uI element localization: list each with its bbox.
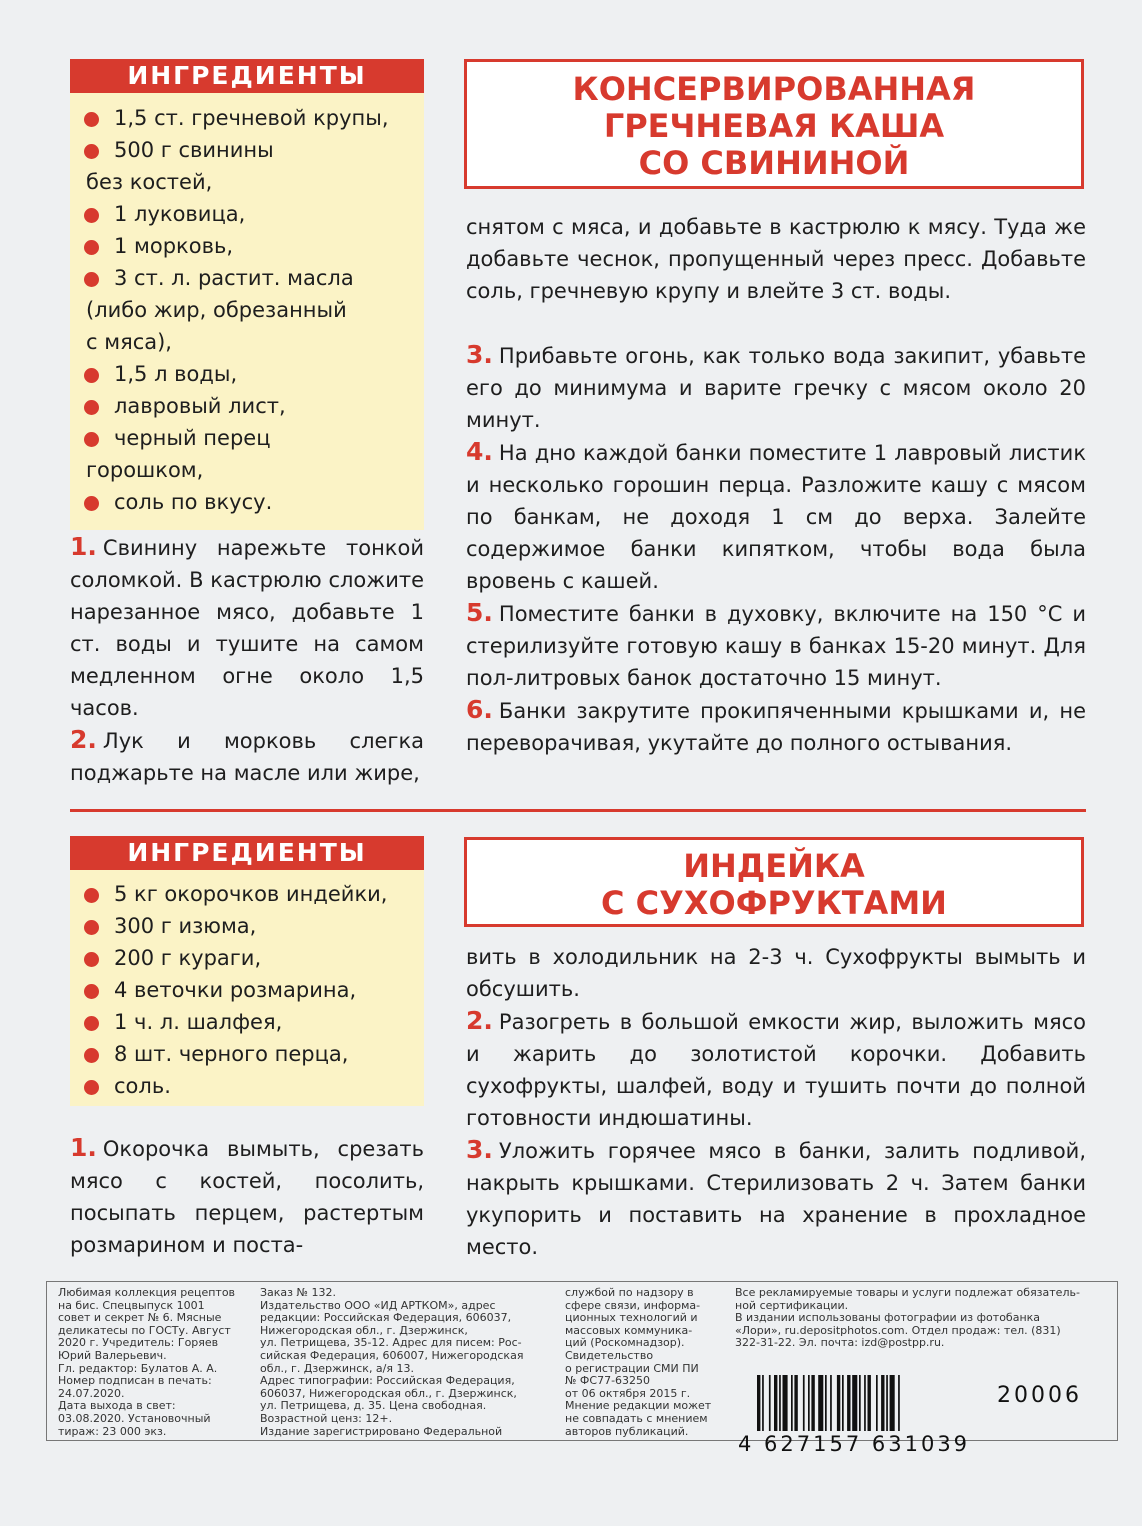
step-text: Разогреть в большой емкости жир, выложить мясо и жарить до золотистой корочки. Добавить сухофрукты, шалфей, воду и тушить почти до полной готовности индюшатины. [466, 1010, 1086, 1130]
imprint-line: ной сертификации. [735, 1298, 849, 1312]
step-text: Прибавьте огонь, как только вода закипит, убавьте его до минимума и варите гречку с мясом около 20 минут. [466, 344, 1086, 432]
ingredient-item: соль. [80, 1070, 420, 1102]
imprint-line: авторов публикаций. [565, 1424, 689, 1438]
ingredient-item: 5 кг окорочков индейки, [80, 878, 420, 910]
ingredient-item: 200 г кураги, [80, 942, 420, 974]
steps-left-2 [70, 1132, 424, 1261]
ingredient-item: 1 луковица, [80, 198, 420, 230]
step-text: Окорочка вымыть, срезать мясо с костей, посолить, посыпать перцем, растертым розмарином и поста- [70, 1137, 424, 1257]
recipe-step [70, 531, 424, 724]
ingredient-item: лавровый лист, [80, 390, 420, 422]
ingredient-item: 500 г свинины [80, 134, 420, 166]
barcode-bar [847, 1375, 850, 1431]
barcode-bar [898, 1375, 900, 1431]
barcode-bar [808, 1375, 810, 1431]
title-line: СО СВИНИНОЙ [638, 144, 910, 182]
barcode-bar [881, 1375, 884, 1431]
imprint-line: сфере связи, информа- [565, 1298, 701, 1312]
barcode-bar [779, 1375, 781, 1431]
ingredient-item: без костей, [86, 170, 213, 194]
step-number: 6. [466, 695, 493, 724]
ingredients-header-2: ИНГРЕДИЕНТЫ [70, 836, 424, 870]
recipe-step [466, 1005, 1086, 1134]
barcode-bar [762, 1375, 764, 1431]
barcode-bar [876, 1375, 878, 1431]
barcode-bar [837, 1375, 840, 1431]
imprint-line: массовых коммуника- [565, 1323, 693, 1337]
recipe-step [70, 1132, 424, 1261]
barcode-bar [757, 1375, 760, 1431]
title-line: ИНДЕЙКА [683, 847, 865, 885]
imprint-line: Юрий Валерьевич. [58, 1348, 167, 1362]
imprint-line: ул. Петрищева, 35-12. Адрес для писем: Рос- [260, 1336, 522, 1350]
imprint-line: Номер подписан в печать: [58, 1374, 212, 1388]
barcode-bar [791, 1375, 793, 1431]
imprint-line: 24.07.2020. [58, 1386, 125, 1400]
step-text: Свинину нарежьте тонкой соломкой. В кастрюлю сложите нарезанное мясо, добавьте 1 ст. воды и тушите на самом медленном огне около 1,5 часов. [70, 536, 424, 720]
recipe-title-2 [464, 837, 1084, 927]
imprint-line: Возрастной ценз: 12+. [260, 1411, 393, 1425]
imprint-line: Свидетельство [565, 1348, 654, 1362]
imprint-line: Адрес типографии: Российская Федерация, [260, 1374, 515, 1388]
step-number: 3. [466, 340, 493, 369]
step-text: Поместите банки в духовку, включите на 150 °С и стерилизуйте готовую кашу в банках 15-20 минут. Для пол-литровых банок достаточно 15 минут. [466, 602, 1086, 690]
step-text: Лук и морковь слегка поджарьте на масле или жире, [70, 729, 424, 785]
ingredient-item: 1 морковь, [80, 230, 420, 262]
barcode-bar [852, 1375, 857, 1431]
steps-right-1 [466, 339, 1086, 759]
barcode-bar [868, 1375, 871, 1431]
recipe-step [466, 1134, 1086, 1263]
imprint-line: Гл. редактор: Булатов А. А. [58, 1361, 218, 1375]
ingredient-item: с мяса), [86, 330, 172, 354]
imprint-line: ционных технологий и [565, 1311, 698, 1325]
imprint-column-4 [735, 1287, 1110, 1350]
continuation-text-2: вить в холодильник на 2-3 ч. Сухофрукты вымыть и обсушить. [466, 945, 1086, 1001]
ingredient-item: 4 веточки розмарина, [80, 974, 420, 1006]
barcode-bar [890, 1375, 895, 1431]
imprint-line: на бис. Спецвыпуск 1001 [58, 1298, 205, 1312]
imprint-line: сийская Федерация, 606007, Нижегородская [260, 1348, 524, 1362]
barcode-bar [811, 1375, 814, 1431]
imprint-line: ций (Роскомнадзор). [565, 1336, 685, 1350]
step-number: 3. [466, 1135, 493, 1164]
title-line: КОНСЕРВИРОВАННАЯ [572, 70, 976, 108]
imprint-line: не совпадать с мнением [565, 1411, 708, 1425]
imprint-line: о регистрации СМИ ПИ [565, 1361, 699, 1375]
imprint-line: Заказ № 132. [260, 1286, 336, 1299]
ingredient-item: 8 шт. черного перца, [80, 1038, 420, 1070]
imprint-line: тираж: 23 000 экз. [58, 1424, 167, 1438]
ingredient-item: 1 ч. л. шалфея, [80, 1006, 420, 1038]
barcode-bar [818, 1375, 823, 1431]
imprint-line: Дата выхода в свет: [58, 1399, 176, 1413]
imprint-line: редакции: Российская Федерация, 606037, [260, 1311, 512, 1325]
imprint-line: Издательство ООО «ИД АРТКОМ», адрес [260, 1298, 496, 1312]
recipe-step [70, 724, 424, 789]
ingredient-item: соль по вкусу. [80, 486, 420, 518]
step-text: Уложить горячее мясо в банки, залить подливой, накрыть крышками. Стерилизовать 2 ч. Затем банки укупорить и поставить на хранение в прохладное место. [466, 1139, 1086, 1259]
imprint-line: 322-31-22. Эл. почта: izd@postpp.ru. [735, 1336, 945, 1350]
imprint-line: «Лори», ru.depositphotos.com. Отдел продаж: тел. (831) [735, 1323, 1061, 1337]
ingredient-item: 300 г изюма, [80, 910, 420, 942]
recipe-title-1 [464, 59, 1084, 189]
imprint-line: обл., г. Дзержинск, а/я 13. [260, 1361, 414, 1375]
step-number: 5. [466, 598, 493, 627]
barcode-number: 4 627157 631039 [738, 1432, 971, 1456]
barcode-bar [886, 1375, 888, 1431]
step-number: 4. [466, 437, 493, 466]
ingredient-item: 1,5 л воды, [80, 358, 420, 390]
imprint-line: В издании использованы фотографии из фотобанка [735, 1311, 1041, 1325]
step-text: На дно каждой банки поместите 1 лавровый листик и несколько горошин перца. Разложите кашу с мясом по банкам, не доходя 1 см до верха. Залейте содержимое банки кипятком, чтобы вода была вровень с кашей. [466, 441, 1086, 593]
barcode-image [757, 1375, 977, 1431]
barcode-bar [859, 1375, 861, 1431]
ingredients-list-1 [80, 102, 420, 518]
ingredient-item: черный перец [80, 422, 420, 454]
imprint-line: ул. Петрищева, д. 35. Цена свободная. [260, 1399, 487, 1413]
ingredient-item: горошком, [86, 458, 204, 482]
recipe-step [466, 597, 1086, 694]
barcode-bar [830, 1375, 832, 1431]
imprint-line: 2020 г. Учредитель: Горяев [58, 1336, 219, 1350]
imprint-line: Издание зарегистрировано Федеральной [260, 1424, 503, 1438]
imprint-line: службой по надзору в [565, 1286, 694, 1299]
barcode-bar [769, 1375, 771, 1431]
imprint-line: от 06 октября 2015 г. [565, 1386, 691, 1400]
ingredient-item: (либо жир, обрезанный [86, 298, 347, 322]
section-divider [70, 809, 1086, 812]
barcode-bar [774, 1375, 777, 1431]
title-line: ГРЕЧНЕВАЯ КАША [603, 107, 945, 145]
barcode-bar [803, 1375, 805, 1431]
imprint-column-1 [58, 1287, 253, 1438]
imprint-line: Мнение редакции может [565, 1399, 712, 1413]
title-line: С СУХОФРУКТАМИ [601, 884, 947, 922]
imprint-line: деликатесы по ГОСТу. Август [58, 1323, 231, 1337]
imprint-line: 606037, Нижегородская обл., г. Дзержинск, [260, 1386, 517, 1400]
imprint-line: № ФС77-63250 [565, 1374, 651, 1388]
barcode-bar [783, 1375, 788, 1431]
steps-left-1 [70, 531, 424, 789]
recipe-step [466, 339, 1086, 436]
step-number: 2. [70, 725, 97, 754]
recipe-step [466, 694, 1086, 759]
imprint-column-2 [260, 1287, 560, 1438]
imprint-line: совет и секрет № 6. Мясные [58, 1311, 222, 1325]
barcode-bar [825, 1375, 827, 1431]
ingredient-item: 1,5 ст. гречневой крупы, [80, 102, 420, 134]
barcode-bar [864, 1375, 866, 1431]
recipe-step [466, 436, 1086, 597]
step-number: 1. [70, 532, 97, 561]
imprint-line: Нижегородская обл., г. Дзержинск, [260, 1323, 468, 1337]
barcode-bar [842, 1375, 844, 1431]
continuation-text-1: снятом с мяса, и добавьте в кастрюлю к мясу. Туда же добавьте чеснок, пропущенный через пресс. Добавьте соль, гречневую крупу и влейте 3 ст. воды. [466, 215, 1086, 303]
imprint-line: Все рекламируемые товары и услуги подлежат обязатель- [735, 1286, 1080, 1299]
issue-code: 20006 [997, 1383, 1082, 1408]
ingredient-item: 3 ст. л. растит. масла [80, 262, 420, 294]
steps-right-2 [466, 1005, 1086, 1263]
step-text: Банки закрутите прокипяченными крышками и, не переворачивая, укутайте до полного остывания. [466, 699, 1086, 755]
imprint-line: Любимая коллекция рецептов [58, 1286, 236, 1299]
step-number: 1. [70, 1133, 97, 1162]
imprint-line: 03.08.2020. Установочный [58, 1411, 211, 1425]
ingredients-list-2 [80, 878, 420, 1102]
step-number: 2. [466, 1006, 493, 1035]
ingredients-header-1: ИНГРЕДИЕНТЫ [70, 59, 424, 93]
barcode-bar [794, 1375, 797, 1431]
imprint-column-3 [565, 1287, 725, 1438]
